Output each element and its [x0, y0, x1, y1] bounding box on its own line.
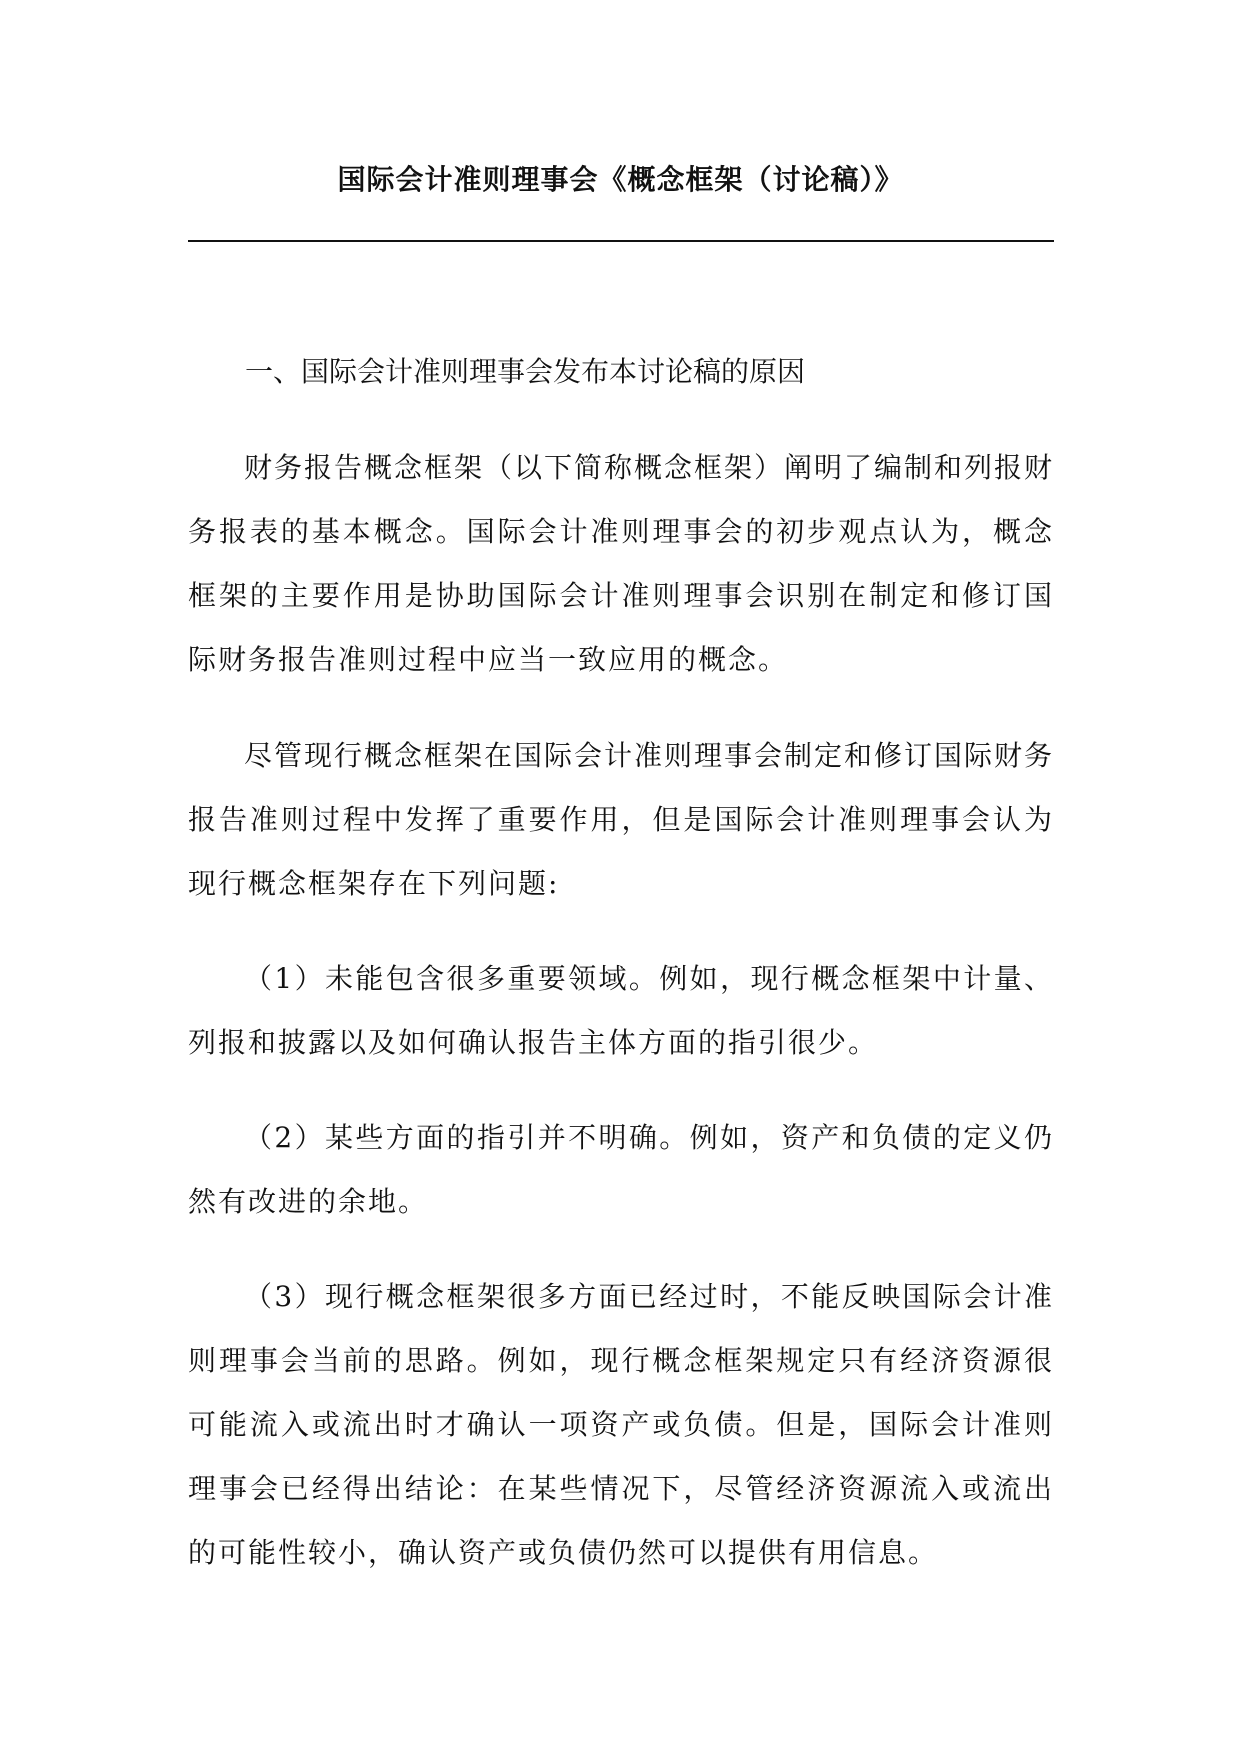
paragraph-intro: 财务报告概念框架（以下简称概念框架）阐明了编制和列报财务报表的基本概念。国际会计准则理事会的初步观点认为，概念框架的主要作用是协助国际会计准则理事会识别在制定和修订国际财务报告准则过程中应当一致应用的概念。	[188, 451, 1055, 676]
paragraph-problems: 尽管现行概念框架在国际会计准则理事会制定和修订国际财务报告准则过程中发挥了重要作用，但是国际会计准则理事会认为现行概念框架存在下列问题:	[188, 739, 1055, 900]
title-divider	[188, 240, 1054, 242]
paragraph-item-3: （3）现行概念框架很多方面已经过时，不能反映国际会计准则理事会当前的思路。例如，现行概念框架规定只有经济资源很可能流入或流出时才确认一项资产或负债。但是，国际会计准则理事会已经得出结论：在某些情况下，尽管经济资源流入或流出的可能性较小，确认资产或负债仍然可以提供有用信息。	[188, 1280, 1054, 1569]
document-title: 国际会计准则理事会《概念框架（讨论稿）》	[337, 163, 904, 196]
paragraph-item-2: （2）某些方面的指引并不明确。例如，资产和负债的定义仍然有改进的余地。	[188, 1121, 1054, 1218]
section-heading: 一、国际会计准则理事会发布本讨论稿的原因	[245, 355, 806, 388]
paragraph-item-1: （1）未能包含很多重要领域。例如，现行概念框架中计量、列报和披露以及如何确认报告主体方面的指引很少。	[188, 962, 1054, 1059]
